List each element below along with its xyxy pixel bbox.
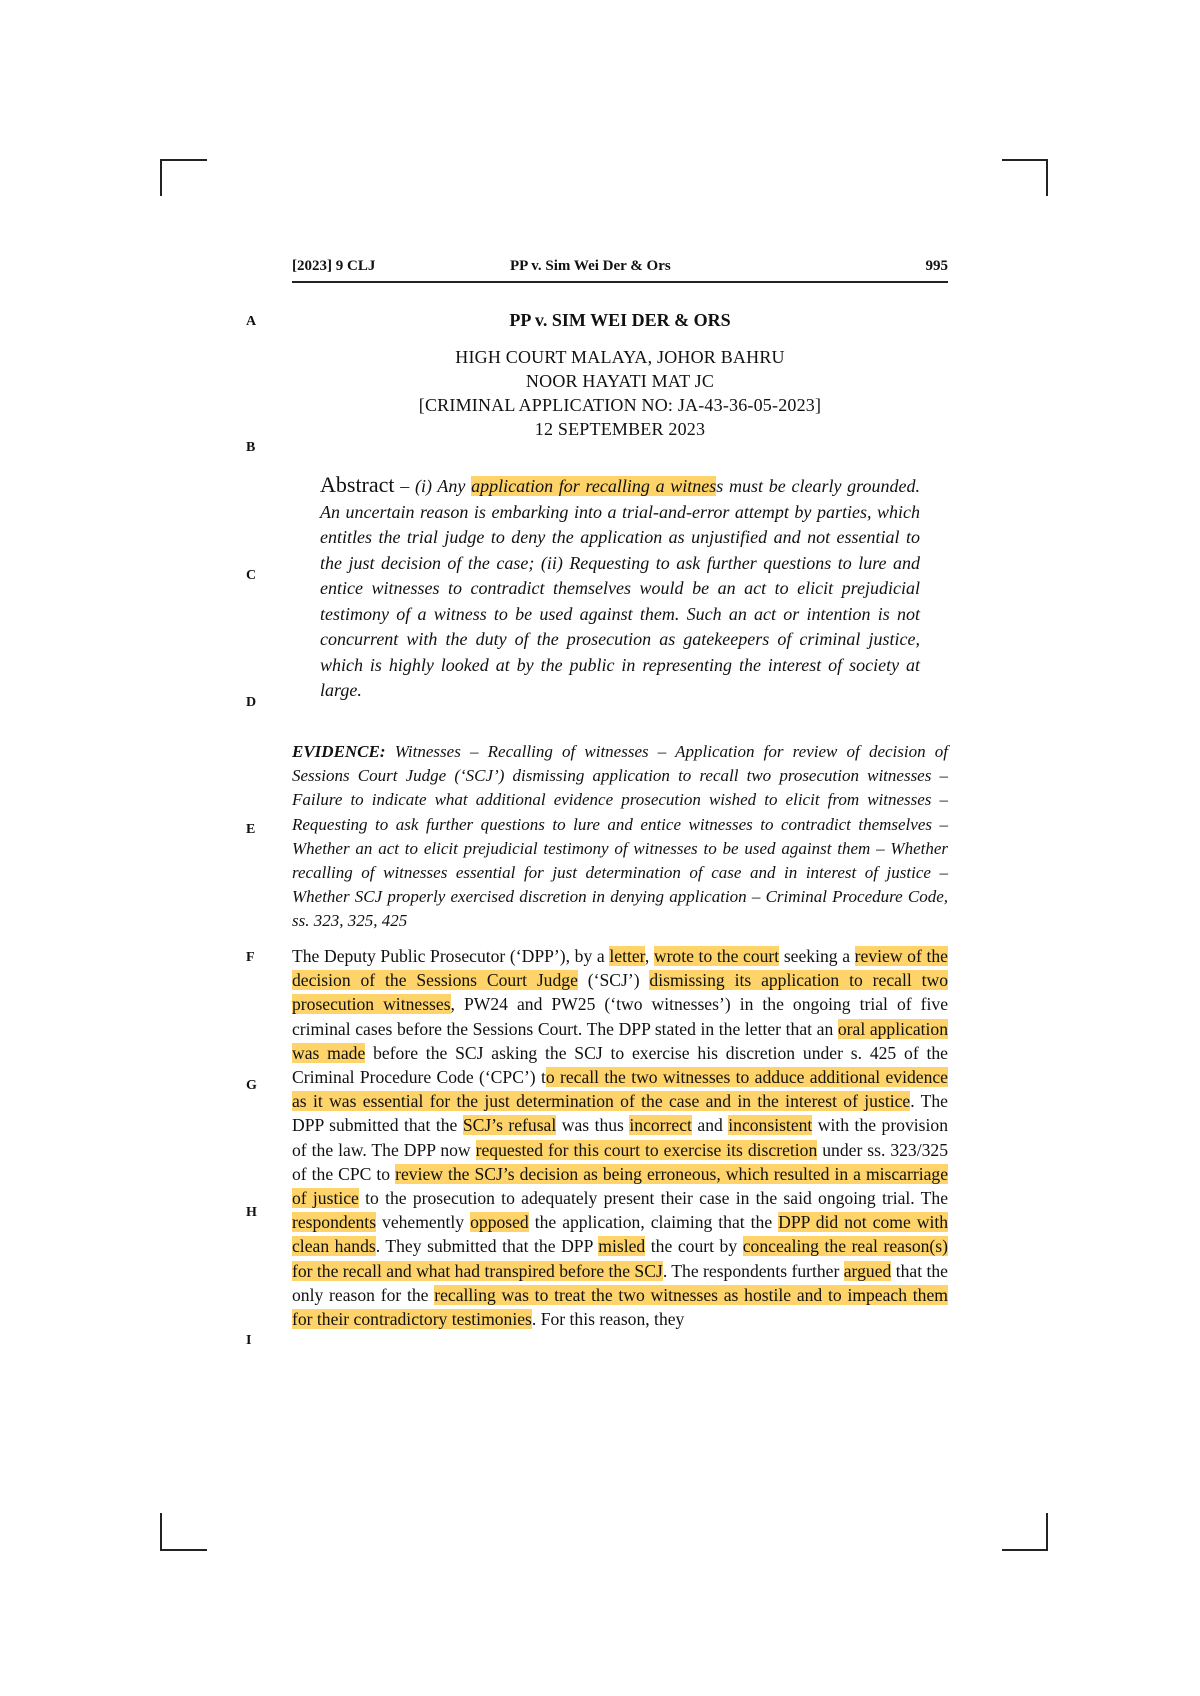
crop-mark-top-left-v xyxy=(160,159,162,196)
body-highlight: wrote to the court xyxy=(653,946,780,966)
body-text: was thus xyxy=(556,1115,630,1136)
body-text: before the SCJ asking the SCJ to exercise his discretion under s. 425 of the Criminal Procedure Code (‘CPC’) t xyxy=(292,1042,948,1088)
body-text: . The respondents further xyxy=(662,1260,844,1281)
abstract-text: s must be clearly grounded. An uncertain reason is embarking into a trial-and-error attempt by parties, which entitles the trial judge to deny the application as unjustified and not essential to the just decision of the case; (ii) Requesting to ask further questions to lure and entice witnesses to contradict themselves would be an act to elicit prejudicial testimony of a witness to be used against them. Such an act or intention is not concurrent with the duty of the prosecution as gatekeepers of criminal justice, which is highly looked at by the public in representing the interest of society at large. xyxy=(320,476,920,700)
application-number: [CRIMINAL APPLICATION NO: JA-43-36-05-2023] xyxy=(418,395,822,415)
margin-letter-f: F xyxy=(246,950,255,965)
abstract-lead: Abstract xyxy=(320,472,395,497)
body-text: . For this reason, they xyxy=(531,1309,685,1330)
crop-mark-bottom-right-v xyxy=(1046,1513,1048,1551)
body-paragraph xyxy=(292,944,948,1331)
margin-letter-d: D xyxy=(246,695,257,710)
margin-letter-g: G xyxy=(246,1078,257,1093)
body-highlight: review of the decision of the Sessions Court Judge xyxy=(292,946,948,991)
judge-name: NOOR HAYATI MAT JC xyxy=(525,371,715,391)
body-text: the application, claiming that the xyxy=(528,1212,779,1233)
running-title: PP v. Sim Wei Der & Ors xyxy=(510,258,671,274)
body-highlight: misled xyxy=(598,1236,646,1257)
margin-letter-i: I xyxy=(246,1333,252,1348)
decision-date: 12 SEPTEMBER 2023 xyxy=(534,419,706,439)
catchwords-subject: EVIDENCE: xyxy=(292,742,386,761)
body-text: seeking a xyxy=(779,946,855,966)
page-number: 995 xyxy=(925,258,948,274)
body-text: , PW24 and PW25 (‘two witnesses’) in the ongoing trial of five criminal cases before the Sessions Court. The DPP stated in the letter that an xyxy=(292,994,948,1039)
crop-mark-top-left-h xyxy=(160,159,207,161)
body-highlight: oral application was made xyxy=(292,1018,948,1063)
body-text: the court by xyxy=(645,1236,743,1257)
body-text: , xyxy=(644,946,654,966)
margin-letter-h: H xyxy=(246,1205,257,1220)
body-text: vehemently xyxy=(376,1212,471,1233)
margin-letter-b: B xyxy=(246,440,256,455)
margin-letter-a: A xyxy=(246,314,257,329)
abstract-text: – (i) Any xyxy=(394,476,472,496)
body-highlight: respondents xyxy=(292,1212,377,1233)
body-highlight: DPP did not come with clean hands xyxy=(292,1212,949,1257)
body-highlight: SCJ’s refusal xyxy=(462,1115,557,1136)
body-highlight: inconsistent xyxy=(728,1115,813,1136)
body-text: (‘SCJ’) xyxy=(577,970,650,991)
citation: [2023] 9 CLJ xyxy=(292,258,376,274)
margin-letter-e: E xyxy=(246,822,256,837)
crop-mark-bottom-right-h xyxy=(1002,1549,1048,1551)
body-text: and xyxy=(691,1115,729,1136)
body-highlight: letter xyxy=(609,946,645,966)
abstract-paragraph xyxy=(320,472,920,704)
crop-mark-top-right-v xyxy=(1046,159,1048,196)
body-highlight: argued xyxy=(843,1260,892,1281)
case-title: PP v. SIM WEI DER & ORS xyxy=(509,310,731,330)
court-name: HIGH COURT MALAYA, JOHOR BAHRU xyxy=(455,347,785,367)
margin-letter-c: C xyxy=(246,568,257,583)
body-text: The Deputy Public Prosecutor (‘DPP’), by a xyxy=(292,946,610,966)
body-highlight: o recall the two witnesses to adduce additional evidence as it was essential for the just determination of the case and in the interest of justice xyxy=(292,1067,948,1112)
body-highlight: incorrect xyxy=(629,1115,692,1136)
body-highlight: opposed xyxy=(470,1212,529,1233)
crop-mark-bottom-left-h xyxy=(160,1549,207,1551)
body-text: with the provision of the law. The DPP now xyxy=(292,1115,948,1160)
body-text: that the only reason for the xyxy=(292,1260,948,1305)
body-text: . The DPP submitted that the xyxy=(292,1091,948,1136)
crop-mark-top-right-h xyxy=(1002,159,1048,161)
body-text: . They submitted that the DPP xyxy=(375,1236,599,1257)
body-highlight: requested for this court to exercise its discretion xyxy=(475,1139,818,1160)
catchwords-text: Witnesses – Recalling of witnesses – Application for review of decision of Sessions Court Judge (‘SCJ’) dismissing application to recall two prosecution witnesses – Failure to indicate what additional evidence prosecution wished to elicit from witnesses – Requesting to ask further questions to lure and entice witnesses to contradict themselves – Whether an act to elicit prejudicial testimony of witnesses to be used against them – Whether recalling of witnesses essential for just determination of case and in interest of justice – Whether SCJ properly exercised discretion in denying application – Criminal Procedure Code, ss. 323, 325, 425 xyxy=(292,742,948,931)
abstract-text xyxy=(320,476,920,700)
crop-mark-bottom-left-v xyxy=(160,1513,162,1551)
body-highlight: review the SCJ’s decision as being erroneous, which resulted in a miscarriage of justice xyxy=(292,1163,948,1209)
body-text: to the prosecution to adequately present their case in the said ongoing trial. The xyxy=(358,1188,949,1209)
abstract-highlight: application for recalling a witnes xyxy=(471,476,717,496)
catchwords-paragraph xyxy=(292,740,948,934)
body-highlight: concealing the real reason(s) for the recall and what had transpired before the SCJ xyxy=(292,1236,948,1281)
body-highlight: dismissing its application to recall two prosecution witnesses xyxy=(292,970,948,1015)
body-highlight: recalling was to treat the two witnesses as hostile and to impeach them for their contradictory testimonies xyxy=(292,1284,948,1330)
body-text: under ss. 323/325 of the CPC to xyxy=(292,1139,949,1184)
running-header xyxy=(292,255,948,283)
